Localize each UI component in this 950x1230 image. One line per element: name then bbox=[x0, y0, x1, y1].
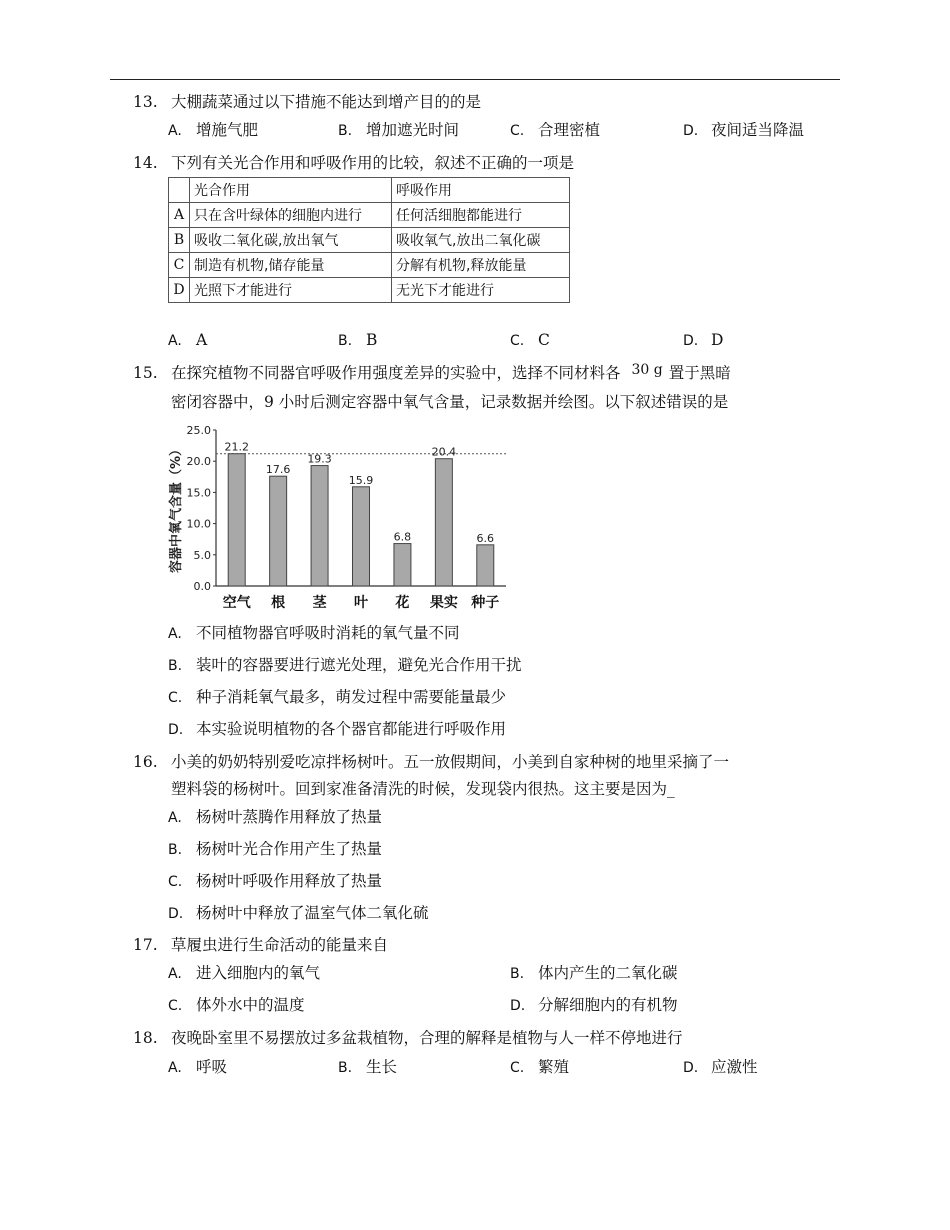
option-text: 杨树叶中释放了温室气体二氧化硫 bbox=[196, 904, 429, 922]
q17-option-b[interactable] bbox=[510, 963, 678, 984]
table-header-cell bbox=[169, 178, 190, 203]
x-tick-label: 种子 bbox=[471, 595, 500, 611]
option-label: C. bbox=[168, 874, 183, 890]
x-tick-label: 叶 bbox=[354, 595, 368, 611]
bar-7 bbox=[477, 545, 494, 586]
bar-value-label: 6.8 bbox=[393, 530, 412, 544]
option-label: B. bbox=[338, 123, 353, 139]
q16-option-b[interactable] bbox=[168, 839, 382, 860]
option-text: 应激性 bbox=[711, 1058, 758, 1076]
question-15-stem-line2: 密闭容器中，9 小时后测定容器中氧气含量，记录数据并绘图。以下叙述错误的是 bbox=[171, 393, 729, 411]
option-label: D. bbox=[683, 333, 699, 349]
question-number: 15. bbox=[133, 364, 158, 382]
y-tick-label: 0.0 bbox=[193, 580, 211, 593]
table-cell: 吸收二氧化碳,放出氧气 bbox=[190, 228, 392, 253]
question-13-stem bbox=[133, 92, 481, 112]
option-text: 繁殖 bbox=[538, 1058, 570, 1076]
option-text: 分解细胞内的有机物 bbox=[538, 996, 678, 1014]
question-16-stem-line2: 塑料袋的杨树叶。回到家准备清洗的时候，发现袋内很热。这主要是因为_ bbox=[171, 780, 675, 798]
x-tick-label: 花 bbox=[395, 595, 410, 611]
table-cell: A bbox=[169, 203, 190, 228]
table-cell: D bbox=[169, 278, 190, 303]
bar-2 bbox=[270, 476, 287, 586]
bar-value-label: 15.9 bbox=[348, 473, 374, 487]
option-label: D. bbox=[683, 123, 699, 139]
q17-option-a[interactable] bbox=[168, 963, 320, 984]
q13-option-a[interactable] bbox=[168, 120, 258, 141]
oxygen-bar-chart bbox=[163, 420, 513, 615]
option-text: 杨树叶蒸腾作用释放了热量 bbox=[196, 808, 383, 826]
bar-value-label: 20.4 bbox=[431, 445, 457, 459]
option-text: C bbox=[538, 331, 550, 349]
option-text: 种子消耗氧气最多，萌发过程中需要能量最少 bbox=[196, 688, 507, 706]
option-label: D. bbox=[168, 906, 184, 922]
option-text: A bbox=[196, 331, 208, 349]
question-number: 18. bbox=[133, 1029, 158, 1047]
option-text: 生长 bbox=[366, 1058, 398, 1076]
option-label: B. bbox=[510, 966, 525, 982]
table-cell: 制造有机物,储存能量 bbox=[190, 253, 392, 278]
q18-option-b[interactable] bbox=[338, 1057, 397, 1078]
table-cell: 分解有机物,释放能量 bbox=[392, 253, 570, 278]
table-header-cell: 呼吸作用 bbox=[392, 178, 570, 203]
q14-option-b[interactable] bbox=[338, 330, 377, 351]
mass-value: 30 g bbox=[631, 362, 663, 378]
q18-option-d[interactable] bbox=[683, 1057, 758, 1078]
table-row bbox=[169, 278, 570, 303]
option-label: C. bbox=[510, 333, 525, 349]
y-tick-label: 15.0 bbox=[186, 486, 211, 500]
option-label: B. bbox=[338, 1060, 353, 1076]
option-text: 体内产生的二氧化碳 bbox=[538, 964, 678, 982]
table-header-row bbox=[169, 178, 570, 203]
table-cell: B bbox=[169, 228, 190, 253]
question-number: 13. bbox=[133, 93, 158, 111]
option-label: B. bbox=[168, 842, 183, 858]
x-tick-label: 空气 bbox=[222, 595, 251, 611]
question-text: 小美的奶奶特别爱吃凉拌杨树叶。五一放假期间，小美到自家种树的地里采摘了一 bbox=[171, 753, 730, 771]
y-tick-label: 20.0 bbox=[186, 455, 211, 469]
option-text: 合理密植 bbox=[538, 121, 601, 139]
q18-option-c[interactable] bbox=[510, 1057, 569, 1078]
q15-option-c[interactable] bbox=[168, 687, 506, 708]
bar-value-label: 21.2 bbox=[224, 440, 249, 454]
option-text: 本实验说明植物的各个器官都能进行呼吸作用 bbox=[196, 720, 507, 738]
option-text: 夜间适当降温 bbox=[711, 121, 805, 139]
option-label: D. bbox=[168, 722, 184, 738]
y-tick-label: 5.0 bbox=[193, 548, 211, 562]
q15-option-b[interactable] bbox=[168, 655, 522, 676]
q16-option-c[interactable] bbox=[168, 871, 382, 892]
q16-option-d[interactable] bbox=[168, 903, 429, 924]
q13-option-b[interactable] bbox=[338, 120, 459, 141]
question-number: 16. bbox=[133, 753, 158, 771]
question-number: 14. bbox=[133, 154, 158, 172]
q15-option-d[interactable] bbox=[168, 719, 506, 740]
bar-3 bbox=[311, 466, 328, 586]
q17-option-c[interactable] bbox=[168, 995, 305, 1016]
question-text: 下列有关光合作用和呼吸作用的比较，叙述不正确的一项是 bbox=[171, 154, 575, 172]
y-tick-label: 25.0 bbox=[186, 424, 211, 437]
bar-6 bbox=[435, 459, 452, 586]
option-label: C. bbox=[510, 123, 525, 139]
bar-5 bbox=[394, 544, 411, 586]
table-cell: 光照下才能进行 bbox=[190, 278, 392, 303]
option-label: D. bbox=[683, 1060, 699, 1076]
q15-option-a[interactable] bbox=[168, 623, 460, 644]
table-cell: 无光下才能进行 bbox=[392, 278, 570, 303]
table-row bbox=[169, 228, 570, 253]
option-label: B. bbox=[338, 333, 353, 349]
y-tick-label: 10.0 bbox=[186, 517, 211, 531]
table-header-cell: 光合作用 bbox=[190, 178, 392, 203]
option-label: A. bbox=[168, 626, 182, 642]
table-row bbox=[169, 253, 570, 278]
question-text: 在探究植物不同器官呼吸作用强度差异的实验中，选择不同材料各 bbox=[171, 364, 621, 382]
bar-4 bbox=[353, 487, 370, 586]
table-row bbox=[169, 203, 570, 228]
option-label: C. bbox=[168, 690, 183, 706]
q14-option-a[interactable] bbox=[168, 330, 207, 351]
question-text: 草履虫进行生命活动的能量来自 bbox=[171, 936, 389, 954]
option-text: 装叶的容器要进行遮光处理，避免光合作用干扰 bbox=[196, 656, 522, 674]
option-text: 进入细胞内的氧气 bbox=[196, 964, 321, 982]
option-label: D. bbox=[510, 998, 526, 1014]
q13-option-c[interactable] bbox=[510, 120, 600, 141]
question-number: 17. bbox=[133, 936, 158, 954]
option-label: C. bbox=[168, 998, 183, 1014]
question-14-stem bbox=[133, 153, 574, 173]
question-15-stem-line1 bbox=[133, 363, 731, 384]
option-text: B bbox=[366, 331, 378, 349]
q13-option-d[interactable] bbox=[683, 120, 804, 141]
x-tick-label: 根 bbox=[271, 595, 286, 611]
option-text: 不同植物器官呼吸时消耗的氧气量不同 bbox=[196, 624, 460, 642]
option-label: A. bbox=[168, 966, 182, 982]
x-tick-label: 茎 bbox=[312, 595, 327, 611]
option-text: 杨树叶呼吸作用释放了热量 bbox=[196, 872, 383, 890]
question-17-stem bbox=[133, 935, 388, 955]
q14-option-c[interactable] bbox=[510, 330, 550, 351]
bar-value-label: 19.3 bbox=[307, 452, 332, 466]
q14-option-d[interactable] bbox=[683, 330, 723, 351]
option-text: 体外水中的温度 bbox=[196, 996, 305, 1014]
option-label: A. bbox=[168, 123, 182, 139]
q18-option-a[interactable] bbox=[168, 1057, 227, 1078]
header-rule bbox=[110, 79, 840, 80]
option-label: C. bbox=[510, 1060, 525, 1076]
question-text: 置于黑暗 bbox=[668, 364, 731, 382]
comparison-table bbox=[168, 177, 570, 303]
option-label: A. bbox=[168, 810, 182, 826]
question-text: 夜晚卧室里不易摆放过多盆栽植物，合理的解释是植物与人一样不停地进行 bbox=[171, 1029, 683, 1047]
option-text: 增加遮光时间 bbox=[366, 121, 460, 139]
table-cell: 任何活细胞都能进行 bbox=[392, 203, 570, 228]
bar-value-label: 6.6 bbox=[476, 531, 495, 545]
option-label: A. bbox=[168, 333, 182, 349]
question-text: 大棚蔬菜通过以下措施不能达到增产目的的是 bbox=[171, 93, 482, 111]
x-tick-label: 果实 bbox=[429, 595, 458, 611]
question-16-stem-line1 bbox=[133, 752, 729, 772]
table-cell: 只在含叶绿体的细胞内进行 bbox=[190, 203, 392, 228]
option-text: 增施气肥 bbox=[196, 121, 259, 139]
q16-option-a[interactable] bbox=[168, 807, 382, 828]
bar-1 bbox=[228, 454, 245, 586]
y-axis-title: 容器中氧气含量（%） bbox=[169, 442, 184, 574]
option-text: 呼吸 bbox=[196, 1058, 228, 1076]
option-label: B. bbox=[168, 658, 183, 674]
bar-value-label: 17.6 bbox=[265, 463, 291, 477]
table-cell: 吸收氧气,放出二氧化碳 bbox=[392, 228, 570, 253]
table-cell: C bbox=[169, 253, 190, 278]
option-text: D bbox=[711, 331, 724, 349]
q17-option-d[interactable] bbox=[510, 995, 678, 1016]
option-text: 杨树叶光合作用产生了热量 bbox=[196, 840, 383, 858]
question-18-stem bbox=[133, 1028, 683, 1048]
option-label: A. bbox=[168, 1060, 182, 1076]
